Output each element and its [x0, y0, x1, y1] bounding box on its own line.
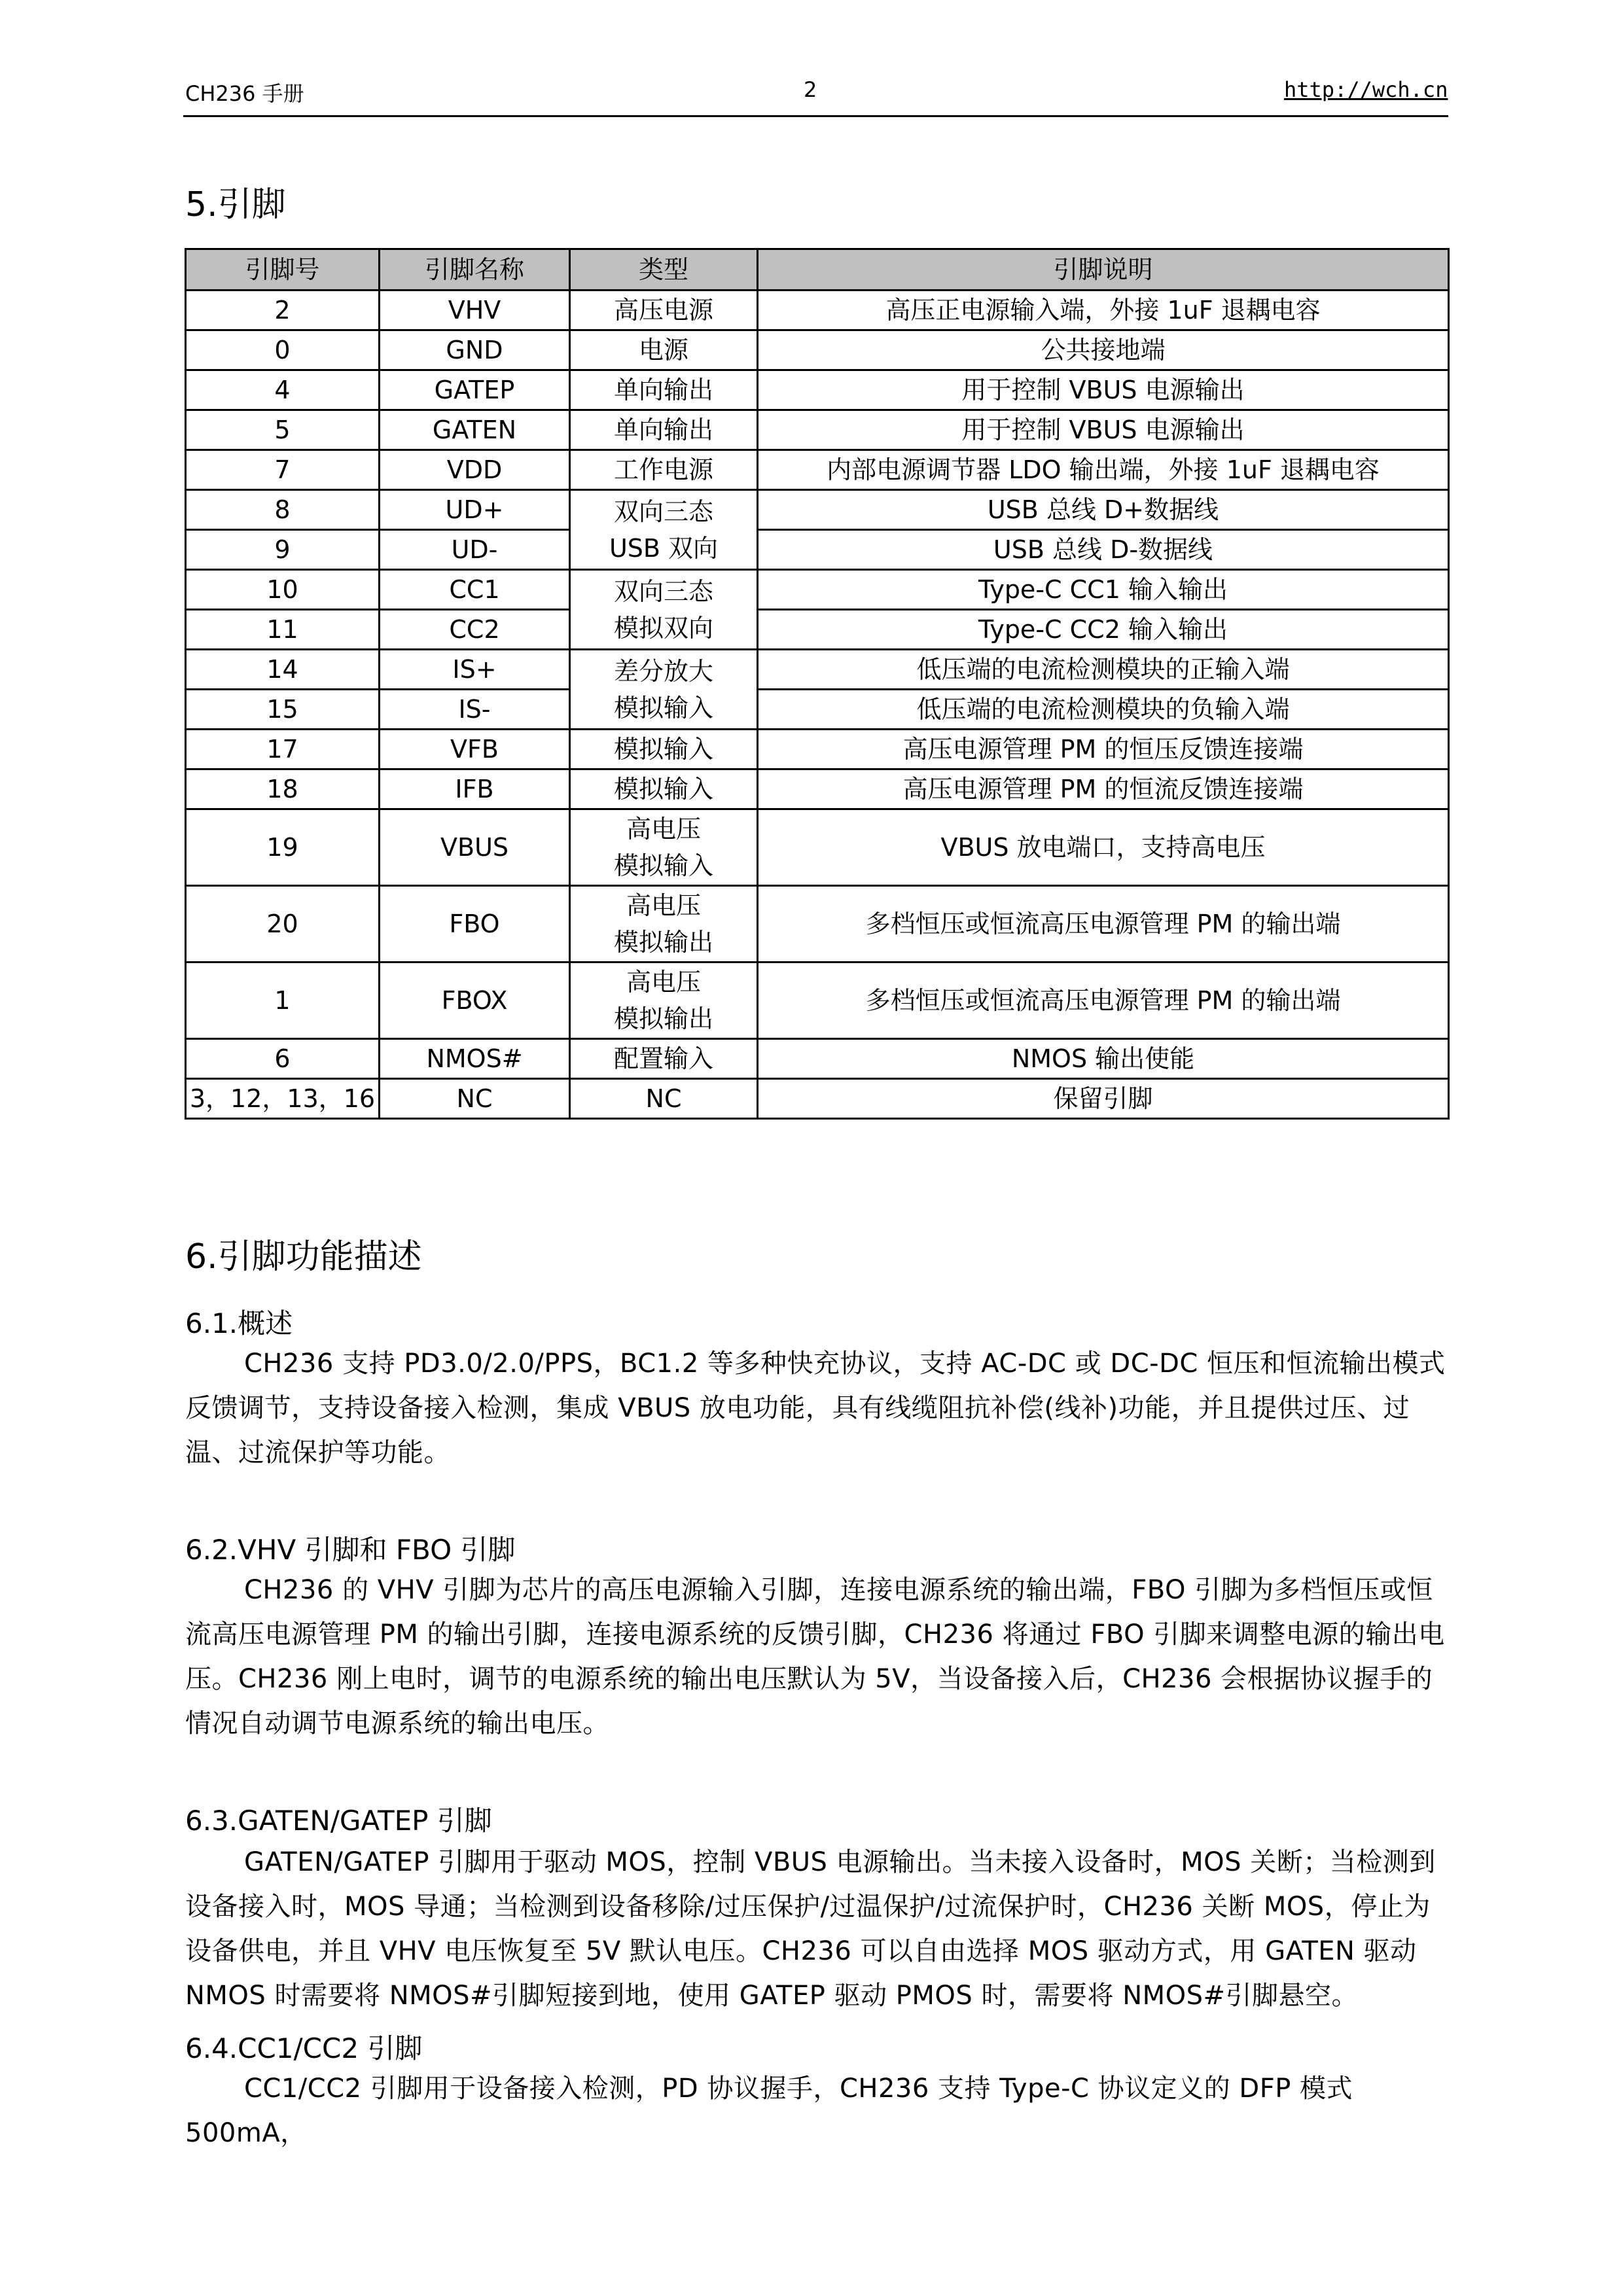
pin-number: 3，12，13，16 [186, 1079, 380, 1119]
pin-type: 单向输出 [570, 410, 758, 450]
pin-name: VHV [380, 291, 570, 330]
col-header-description: 引脚说明 [758, 249, 1449, 291]
pin-type-line-2: 模拟输出 [613, 928, 713, 957]
table-row [186, 330, 1449, 370]
pin-description: 多档恒压或恒流高压电源管理 PM 的输出端 [758, 886, 1449, 963]
pin-type-stacked [570, 886, 758, 963]
table-row [186, 291, 1449, 330]
pin-type-line-1: 高电压 [626, 968, 701, 997]
table-row [186, 769, 1449, 809]
pin-type: 高压电源 [570, 291, 758, 330]
pin-type: 配置输入 [570, 1039, 758, 1079]
pin-type-line-2: 模拟输入 [613, 851, 713, 880]
pin-name: NMOS# [380, 1039, 570, 1079]
pin-description: 低压端的电流检测模块的正输入端 [758, 650, 1449, 690]
section-6-3-title: 6.3.GATEN/GATEP 引脚 [185, 1805, 492, 1837]
section-6-1-text: CH236 支持 PD3.0/2.0/PPS，BC1.2 等多种快充协议，支持 AC-DC 或 DC-DC 恒压和恒流输出模式反馈调节，支持设备接入检测，集成 VBUS 放电功能，具有线缆阻抗补偿(线补)功能，并且提供过压、过温、过流保护等功能。 [185, 1349, 1446, 1468]
pin-name: CC1 [380, 570, 570, 610]
pin-type: 工作电源 [570, 450, 758, 490]
pin-description: 高压电源管理 PM 的恒流反馈连接端 [758, 769, 1449, 809]
pin-type: 模拟输入 [570, 730, 758, 769]
pin-name: NC [380, 1079, 570, 1119]
pin-description: USB 总线 D-数据线 [758, 530, 1449, 570]
pin-description: 保留引脚 [758, 1079, 1449, 1119]
pin-number: 2 [186, 291, 380, 330]
pin-name: VDD [380, 450, 570, 490]
table-row [186, 610, 1449, 650]
pin-name: IS+ [380, 650, 570, 690]
col-header-pin-name: 引脚名称 [380, 249, 570, 291]
pin-description: NMOS 输出使能 [758, 1039, 1449, 1079]
header-page-number: 2 [804, 77, 817, 102]
pin-name: GATEP [380, 370, 570, 410]
table-row [186, 490, 1449, 530]
pin-type-line-1: 高电压 [626, 891, 701, 920]
section-6-title: 6.引脚功能描述 [185, 1237, 422, 1277]
pin-description: 公共接地端 [758, 330, 1449, 370]
col-header-type: 类型 [570, 249, 758, 291]
pin-description: VBUS 放电端口，支持高电压 [758, 809, 1449, 886]
pin-type-merged [570, 490, 758, 570]
table-row [186, 570, 1449, 610]
table-row [186, 410, 1449, 450]
table-row [186, 809, 1449, 886]
table-row [186, 370, 1449, 410]
pin-name: IS- [380, 690, 570, 730]
table-row [186, 530, 1449, 570]
pin-type-line-2: USB 双向 [609, 533, 719, 563]
pin-name: FBOX [380, 963, 570, 1039]
pin-number: 5 [186, 410, 380, 450]
pin-description: Type-C CC1 输入输出 [758, 570, 1449, 610]
header-divider [183, 115, 1448, 117]
table-row [186, 886, 1449, 963]
pin-type-line-1: 高电压 [626, 815, 701, 843]
pin-name: IFB [380, 769, 570, 809]
pin-type-line-2: 模拟输出 [613, 1004, 713, 1033]
table-header-row [186, 249, 1449, 291]
pin-number: 19 [186, 809, 380, 886]
section-6-2-title: 6.2.VHV 引脚和 FBO 引脚 [185, 1534, 516, 1566]
col-header-pin-number: 引脚号 [186, 249, 380, 291]
pin-name: GND [380, 330, 570, 370]
pin-type: 电源 [570, 330, 758, 370]
pin-type-stacked [570, 809, 758, 886]
pin-type-line-2: 模拟双向 [613, 613, 713, 643]
pin-number: 1 [186, 963, 380, 1039]
pin-type: 模拟输入 [570, 769, 758, 809]
pin-type-line-1: 双向三态 [613, 576, 713, 606]
pin-number: 18 [186, 769, 380, 809]
table-row [186, 730, 1449, 769]
pin-name: UD+ [380, 490, 570, 530]
pin-number: 11 [186, 610, 380, 650]
section-6-4-text: CC1/CC2 引脚用于设备接入检测，PD 协议握手，CH236 支持 Type-C 协议定义的 DFP 模式 500mA， [185, 2074, 1353, 2148]
pin-name: CC2 [380, 610, 570, 650]
pin-type-line-1: 双向三态 [613, 497, 713, 526]
pin-type: NC [570, 1079, 758, 1119]
header-doc-title: CH236 手册 [185, 81, 304, 106]
pin-type-stacked [570, 963, 758, 1039]
pin-name: VBUS [380, 809, 570, 886]
pin-number: 7 [186, 450, 380, 490]
pin-number: 17 [186, 730, 380, 769]
section-6-3-text: GATEN/GATEP 引脚用于驱动 MOS，控制 VBUS 电源输出。当未接入设备时，MOS 关断；当检测到设备接入时，MOS 导通；当检测到设备移除/过压保护/过温保护/过流保护时，CH236 关断 MOS，停止为设备供电，并且 VHV 电压恢复至 5V 默认电压。CH236 可以自由选择 MOS 驱动方式，用 GATEN 驱动 NMOS 时需要将 NMOS#引脚短接到地，使用 GATEP 驱动 PMOS 时，需要将 NMOS#引脚悬空。 [185, 1847, 1436, 2011]
pin-description: 用于控制 VBUS 电源输出 [758, 370, 1449, 410]
pin-description: 高压正电源输入端，外接 1uF 退耦电容 [758, 291, 1449, 330]
pin-number: 6 [186, 1039, 380, 1079]
pin-number: 10 [186, 570, 380, 610]
pin-description: USB 总线 D+数据线 [758, 490, 1449, 530]
pin-description: 多档恒压或恒流高压电源管理 PM 的输出端 [758, 963, 1449, 1039]
pin-name: GATEN [380, 410, 570, 450]
pin-description: 内部电源调节器 LDO 输出端，外接 1uF 退耦电容 [758, 450, 1449, 490]
pin-number: 9 [186, 530, 380, 570]
pin-description: Type-C CC2 输入输出 [758, 610, 1449, 650]
pin-name: FBO [380, 886, 570, 963]
header-url-link[interactable]: http://wch.cn [1284, 77, 1448, 102]
pin-name: UD- [380, 530, 570, 570]
table-row [186, 1079, 1449, 1119]
table-row [186, 690, 1449, 730]
pin-type-merged [570, 650, 758, 730]
section-6-2-text: CH236 的 VHV 引脚为芯片的高压电源输入引脚，连接电源系统的输出端，FBO 引脚为多档恒压或恒流高压电源管理 PM 的输出引脚，连接电源系统的反馈引脚，CH236 将通过 FBO 引脚来调整电源的输出电压。CH236 刚上电时，调节的电源系统的输出电压默认为 5V，当设备接入后，CH236 会根据协议握手的情况自动调节电源系统的输出电压。 [185, 1575, 1445, 1739]
pin-type: 单向输出 [570, 370, 758, 410]
pin-description: 高压电源管理 PM 的恒压反馈连接端 [758, 730, 1449, 769]
table-row [186, 650, 1449, 690]
pin-number: 8 [186, 490, 380, 530]
pin-type-line-1: 差分放大 [613, 656, 713, 686]
pin-table [185, 248, 1450, 1120]
section-6-1-title: 6.1.概述 [185, 1307, 293, 1339]
pin-type-merged [570, 570, 758, 650]
pin-type-line-2: 模拟输入 [613, 693, 713, 722]
pin-number: 14 [186, 650, 380, 690]
section-5-title: 5.引脚 [185, 185, 286, 224]
pin-number: 15 [186, 690, 380, 730]
pin-name: VFB [380, 730, 570, 769]
pin-number: 0 [186, 330, 380, 370]
pin-description: 用于控制 VBUS 电源输出 [758, 410, 1449, 450]
table-row [186, 1039, 1449, 1079]
table-row [186, 963, 1449, 1039]
section-6-4-title: 6.4.CC1/CC2 引脚 [185, 2032, 423, 2064]
pin-number: 20 [186, 886, 380, 963]
pin-description: 低压端的电流检测模块的负输入端 [758, 690, 1449, 730]
table-row [186, 450, 1449, 490]
pin-number: 4 [186, 370, 380, 410]
